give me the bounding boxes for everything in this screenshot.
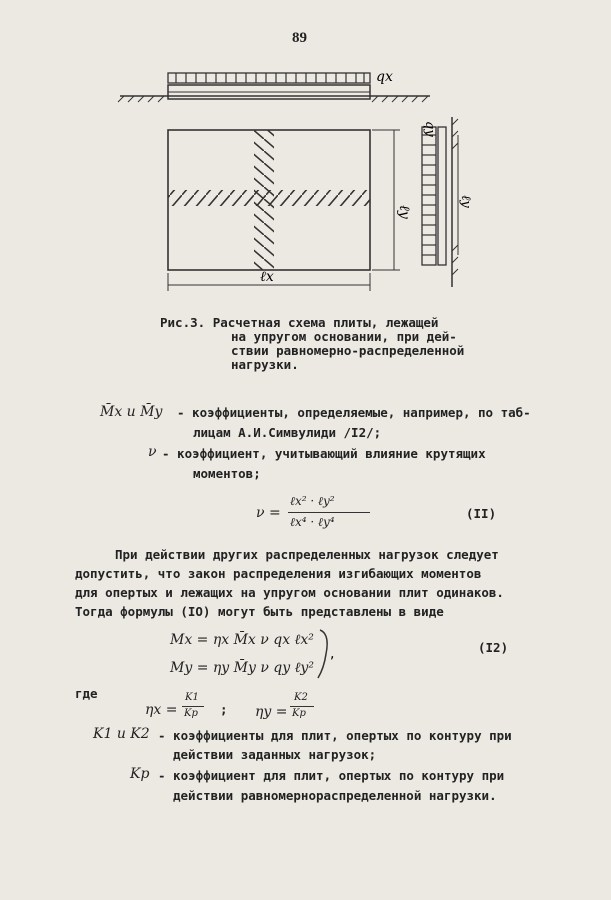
caption-line-1: Расчетная схема плиты, лежащей (212, 315, 439, 330)
eta-y-denominator: Kp (292, 708, 306, 719)
svg-text:,: , (330, 646, 335, 662)
symbol-Mx-My: M̄x и M̄y (100, 404, 163, 420)
eta-x-numerator: K1 (185, 692, 199, 703)
caption-line-3: ствии равномерно-распределенной (231, 343, 465, 358)
formula-11-lhs: ν = (256, 505, 281, 521)
label-lx: ℓx (260, 269, 274, 285)
figure-slab-scheme (110, 55, 473, 295)
formula-12-line-2: My = ηy M̄y ν qy ℓy² (170, 660, 314, 676)
symbol-K1-K2: K1 и K2 (93, 726, 150, 742)
label-qy: qy (422, 121, 437, 137)
symbol-Kp: Kp (130, 766, 150, 782)
load-qx (168, 73, 370, 83)
definition-Mx-My-cont: лицам А.И.Симвулиди /I2/; (193, 425, 382, 440)
formula-11-numerator: ℓx² · ℓy² (290, 494, 335, 508)
eta-y-lhs: ηy = (255, 704, 288, 720)
paragraph-line-4: Тогда формулы (IO) могут быть представлены в виде (75, 604, 444, 619)
eta-x-denominator: Kp (184, 708, 198, 719)
paragraph-line-1: При действии других распределенных нагрузок следует (115, 547, 499, 562)
label-qx: qx (376, 69, 393, 85)
symbol-nu: ν (148, 444, 157, 460)
eta-y-bar (290, 706, 314, 707)
where-word: где (75, 686, 98, 701)
caption-line-2: на упругом основании, при дей- (231, 329, 457, 344)
load-qy (422, 127, 436, 265)
paragraph-line-3: для опертых и лежащих на упругом основании плит одинаков. (75, 585, 504, 600)
figure-caption (160, 316, 490, 372)
definition-K1-K2-cont: действии заданных нагрузок; (173, 747, 377, 762)
definition-Kp-cont: действии равномернораспределенной нагрузки. (173, 788, 497, 803)
caption-line-4: нагрузки. (231, 357, 299, 372)
label-ey: ℓy (458, 195, 473, 208)
definition-nu-cont: моментов; (193, 466, 261, 481)
definition-Mx-My: - коэффициенты, определяемые, например, по таб- (177, 405, 531, 420)
definition-nu: - коэффициент, учитывающий влияние крутящих (162, 446, 486, 461)
formula-11-fraction-bar (288, 512, 370, 513)
formula-12-number: (I2) (478, 640, 509, 655)
page-number: 89 (292, 30, 307, 46)
caption-lead: Рис.3. (160, 315, 206, 330)
eta-separator: ; (220, 702, 228, 717)
eta-x-bar (182, 706, 204, 707)
label-ly: ℓy (396, 205, 412, 219)
definition-K1-K2: - коэффициенты для плит, опертых по контуру при (158, 728, 512, 743)
formula-11-denominator: ℓx⁴ · ℓy⁴ (290, 515, 335, 529)
eta-x-lhs: ηx = (145, 702, 178, 718)
paragraph-line-2: допустить, что закон распределения изгибающих моментов (75, 566, 482, 581)
formula-12-line-1: Mx = ηx M̄x ν qx ℓx² (170, 632, 314, 648)
formula-11-number: (II) (466, 506, 497, 521)
definition-Kp: - коэффициент для плит, опертых по контуру при (158, 768, 505, 783)
formula-12-brace (316, 628, 338, 682)
eta-y-numerator: K2 (294, 692, 308, 703)
